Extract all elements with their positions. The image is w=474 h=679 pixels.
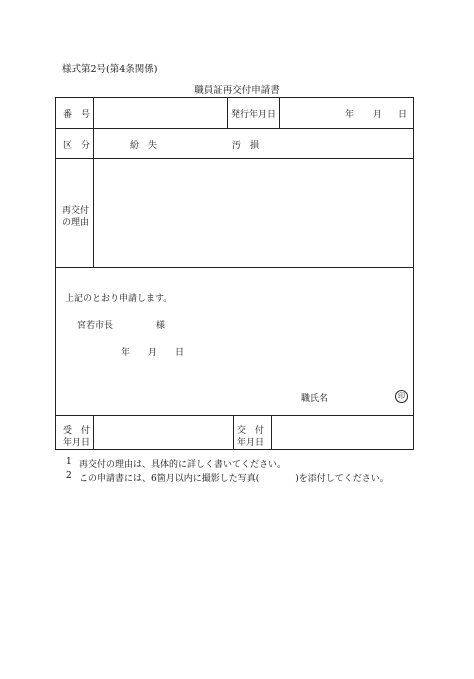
receipt-label-line2: 年月日 [63, 438, 91, 448]
form-border-bottom [55, 449, 414, 450]
application-statement: 上記のとおり申請します。 [65, 294, 173, 304]
note-1-number: 1 [66, 457, 72, 467]
delivery-date-field[interactable] [273, 417, 411, 448]
reason-label-line1: 再交付 [62, 206, 90, 216]
delivery-label-line2: 年月日 [237, 438, 265, 448]
row-divider [55, 128, 414, 129]
category-damage-option[interactable]: 汚 損 [232, 141, 260, 151]
reason-label-line2: の理由 [62, 218, 90, 228]
document-title: 職員証再交付申請書 [194, 85, 280, 96]
issue-date-day: 日 [398, 110, 408, 120]
column-divider [227, 97, 228, 128]
row-divider [55, 158, 414, 159]
apply-date-year: 年 [121, 348, 131, 358]
note-2-number: 2 [66, 471, 72, 481]
form-border-top [55, 97, 414, 98]
column-divider [279, 97, 280, 128]
addressee-honorific: 様 [156, 321, 166, 331]
note-1-text: 再交付の理由は、具体的に詳しく書いてください。 [79, 460, 287, 470]
row-divider [55, 267, 414, 268]
staff-name-label: 職氏名 [301, 394, 329, 404]
form-border-right [413, 97, 414, 450]
form-number: 様式第2号(第4条関係) [62, 64, 158, 75]
number-label: 番 号 [63, 110, 91, 120]
staff-name-field[interactable] [329, 387, 391, 401]
issue-date-label: 発行年月日 [231, 110, 277, 120]
receipt-date-field[interactable] [95, 417, 231, 448]
apply-date-month: 月 [148, 348, 158, 358]
delivery-label-line1: 交 付 [237, 426, 265, 436]
issue-date-month: 月 [373, 110, 383, 120]
reason-field[interactable] [95, 160, 411, 265]
application-form [55, 97, 414, 450]
column-divider [93, 415, 94, 450]
form-border-left [55, 97, 56, 450]
seal-icon: 印 [395, 390, 408, 403]
column-divider [93, 97, 94, 267]
column-divider [271, 415, 272, 450]
row-divider [55, 415, 414, 416]
apply-date-day: 日 [175, 348, 185, 358]
category-label: 区 分 [63, 141, 91, 151]
category-loss-option[interactable]: 紛 失 [130, 141, 158, 151]
number-field[interactable] [95, 99, 225, 126]
receipt-label-line1: 受 付 [63, 426, 91, 436]
column-divider [233, 415, 234, 450]
issue-date-year: 年 [345, 110, 355, 120]
addressee: 宮若市長 [77, 321, 114, 331]
note-2-text: この申請書には、6箇月以内に撮影した写真( )を添付してください。 [79, 474, 389, 484]
